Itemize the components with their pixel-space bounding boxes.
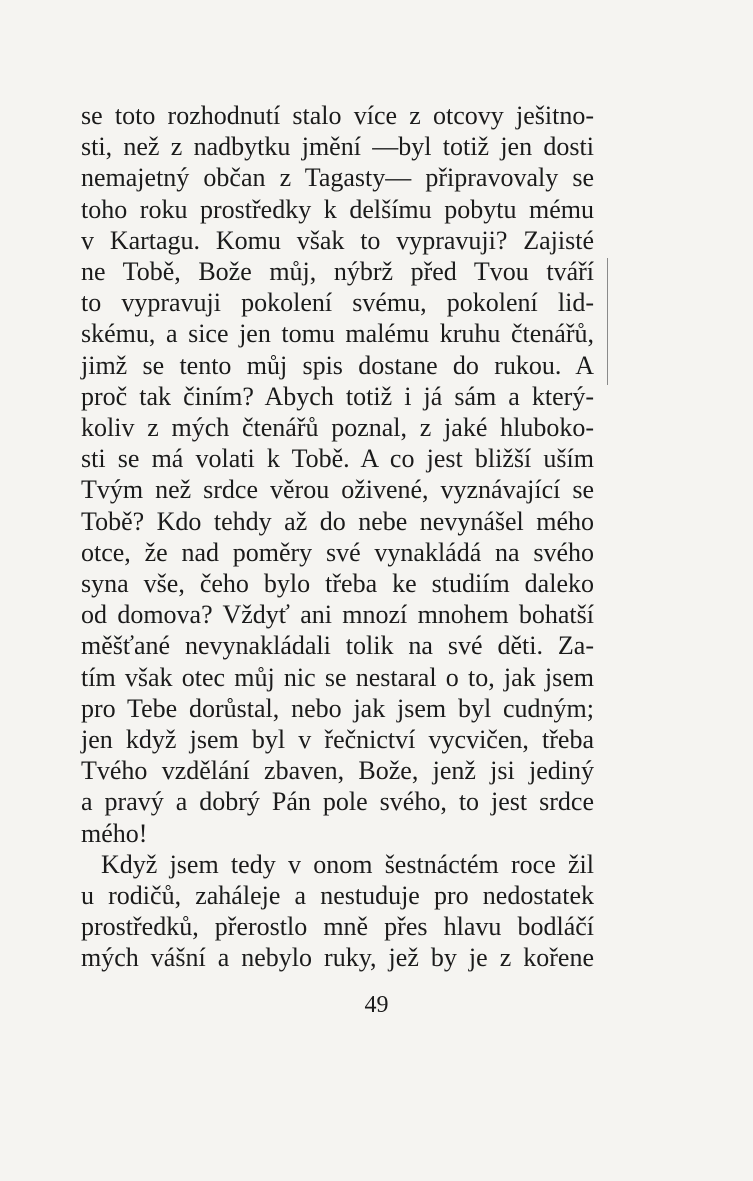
text-line: Když jsem tedy v onom šestnáctém roce žil xyxy=(101,849,594,879)
text-line: Tvým než srdce věrou oživené, vyznávající se xyxy=(81,475,594,505)
text-line: a pravý a dobrý Pán pole svého, to jest srdce xyxy=(81,787,594,817)
text-line: jen když jsem byl v řečnictví vycvičen, třeba xyxy=(81,725,594,755)
text-line: toho roku prostředky k delšímu pobytu mému xyxy=(81,194,594,224)
margin-pencil-mark xyxy=(607,345,608,385)
text-line: otce, že nad poměry své vynakládá na svého xyxy=(81,537,594,567)
text-line: u rodičů, zaháleje a nestuduje pro nedostatek xyxy=(81,881,594,911)
text-line: Tvého vzdělání zbaven, Bože, jenž jsi jediný xyxy=(81,756,594,786)
page-number: 49 xyxy=(364,992,389,1018)
text-line: měšťané nevynakládali tolik na své děti. Za- xyxy=(81,631,594,661)
text-line: mých vášní a nebylo ruky, jež by je z kořene xyxy=(81,943,594,973)
text-line: v Kartagu. Komu však to vypravuji? Zajisté xyxy=(81,225,594,255)
text-line: koliv z mých čtenářů poznal, z jaké hluboko- xyxy=(81,413,594,443)
body-text xyxy=(81,100,594,974)
text-line: se toto rozhodnutí stalo více z otcovy ješitno- xyxy=(81,101,594,130)
text-line: prostředků, přerostlo mně přes hlavu bodláčí xyxy=(81,912,594,942)
text-line: proč tak činím? Abych totiž i já sám a který- xyxy=(81,381,594,411)
text-line: to vypravuji pokolení svému, pokolení lid- xyxy=(81,288,594,318)
text-line: od domova? Vždyť ani mnozí mnohem bohatší xyxy=(81,600,594,630)
paragraph-2 xyxy=(81,849,594,974)
text-line: mého! xyxy=(81,818,148,848)
text-line: tím však otec můj nic se nestaral o to, jak jsem xyxy=(81,662,594,692)
text-line: sti, než z nadbytku jmění —byl totiž jen dosti xyxy=(81,132,594,162)
text-line: sti se má volati k Tobě. A co jest bližší uším xyxy=(81,444,594,474)
text-line: syna vše, čeho bylo třeba ke studiím daleko xyxy=(81,569,594,599)
text-line: nemajetný občan z Tagasty— připravovaly se xyxy=(81,163,594,193)
text-line: jimž se tento můj spis dostane do rukou. A xyxy=(81,350,594,380)
text-line: ne Tobě, Bože můj, nýbrž před Tvou tváří xyxy=(81,257,594,287)
text-line: pro Tebe dorůstal, nebo jak jsem byl cudným; xyxy=(81,693,594,723)
margin-pencil-mark xyxy=(607,258,608,348)
text-line: skému, a sice jen tomu malému kruhu čtenářů, xyxy=(81,319,594,349)
text-line: Tobě? Kdo tehdy až do nebe nevynášel mého xyxy=(81,506,594,536)
paragraph-1 xyxy=(81,100,594,849)
